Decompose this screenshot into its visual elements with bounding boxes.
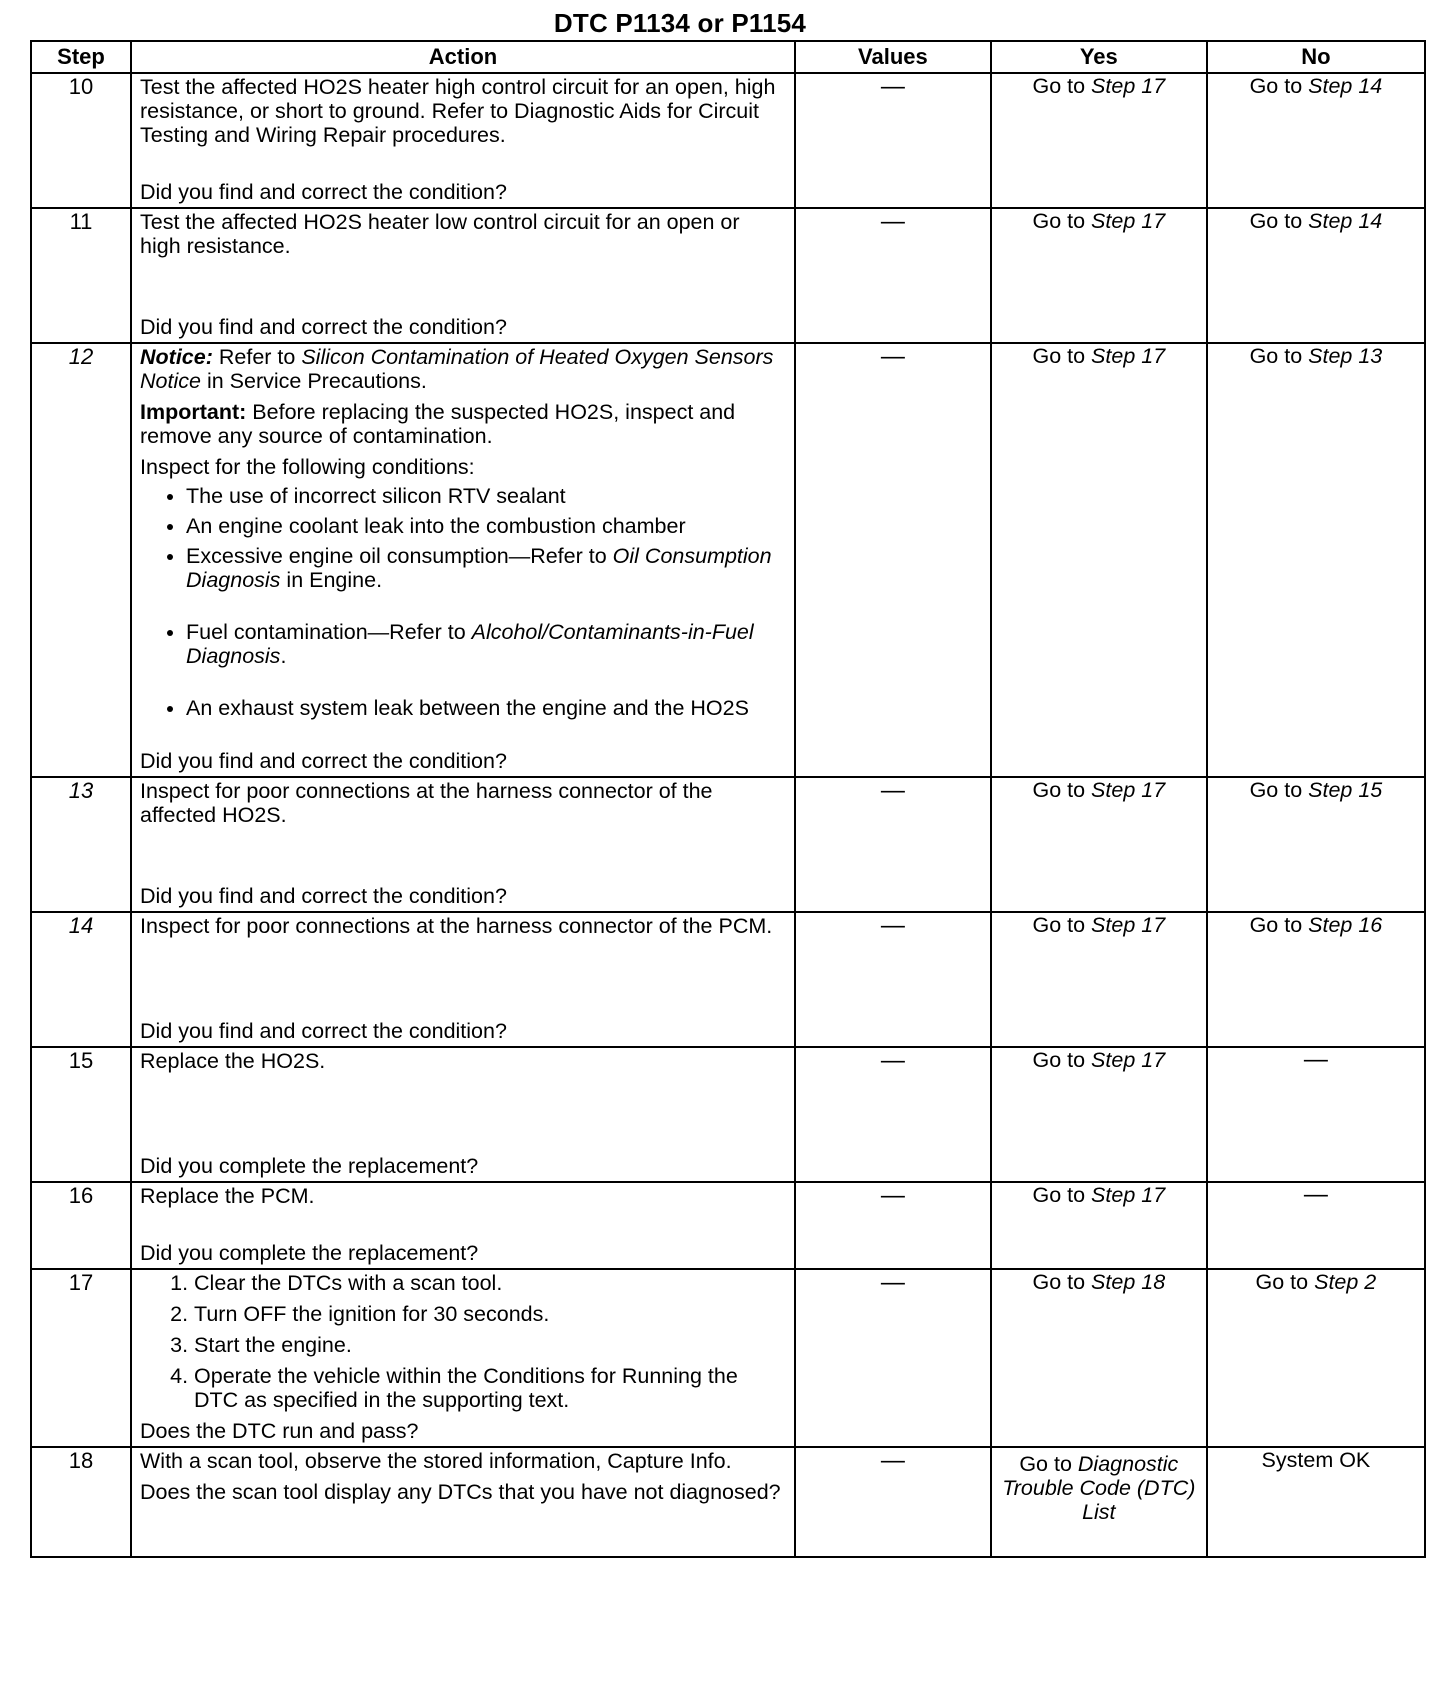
table-row	[31, 1047, 1425, 1182]
goto-label: Go to	[1249, 209, 1303, 233]
table-row	[31, 777, 1425, 912]
action-cell	[131, 912, 795, 1047]
yes-cell	[991, 343, 1207, 777]
list-item: • An exhaust system leak between the engine and the HO2S	[186, 696, 786, 720]
yes-cell	[991, 1182, 1207, 1269]
item-text: Excessive engine oil consumption—Refer to	[186, 544, 607, 568]
notice-label: Notice:	[140, 345, 213, 369]
goto-label: Go to	[1019, 1452, 1072, 1476]
item-reference: Oil Consumption Diagnosis	[186, 544, 772, 592]
action-text: Replace the PCM.	[140, 1184, 315, 1208]
goto-label: Go to	[1249, 74, 1303, 98]
inspect-text: Inspect for the following conditions:	[140, 455, 475, 479]
yes-reference-link: Diagnostic Trouble Code (DTC) List	[1002, 1452, 1196, 1524]
no-step-link: Step 16	[1308, 913, 1383, 937]
notice-post: in Service Precautions.	[206, 369, 427, 393]
action-text: Test the affected HO2S heater high control circuit for an open, high resistance, or short to ground. Refer to Diagnostic Aids for Circuit Testing and Wiring Repair procedures.	[140, 75, 776, 147]
important-text	[140, 400, 786, 448]
procedure-list	[140, 1271, 786, 1412]
yes-step-link: Step 17	[1091, 74, 1166, 98]
step-number: 18	[31, 1447, 131, 1557]
goto-label: Go to	[1032, 1270, 1086, 1294]
table-row	[31, 343, 1425, 777]
action-cell	[131, 1182, 795, 1269]
action-question: Did you find and correct the condition?	[140, 749, 507, 773]
goto-label: Go to	[1032, 778, 1086, 802]
goto-label: Go to	[1032, 1183, 1086, 1207]
goto-label: Go to	[1032, 1048, 1086, 1072]
list-item: • An engine coolant leak into the combustion chamber	[186, 514, 786, 538]
condition-list	[140, 484, 786, 720]
values-cell: —	[795, 1182, 991, 1269]
important-body: Before replacing the suspected HO2S, inspect and remove any source of contamination.	[140, 400, 736, 448]
yes-step-link: Step 17	[1091, 1183, 1166, 1207]
page-title: DTC P1134 or P1154	[553, 8, 807, 38]
action-text: Test the affected HO2S heater low control circuit for an open or high resistance.	[140, 210, 740, 258]
table-row	[31, 912, 1425, 1047]
yes-cell	[991, 1047, 1207, 1182]
no-step-link: Step 14	[1308, 209, 1383, 233]
action-question: Did you complete the replacement?	[140, 1154, 479, 1178]
header-yes: Yes	[991, 41, 1207, 73]
step-number: 11	[31, 208, 131, 343]
values-cell: —	[795, 1269, 991, 1447]
goto-label: Go to	[1255, 1270, 1309, 1294]
list-item: 1. Clear the DTCs with a scan tool.	[194, 1271, 786, 1295]
list-item	[186, 544, 786, 592]
step-number: 14	[31, 912, 131, 1047]
step-number: 13	[31, 777, 131, 912]
action-text: Inspect for poor connections at the harness connector of the PCM.	[140, 914, 773, 938]
action-question: Did you find and correct the condition?	[140, 180, 507, 204]
goto-label: Go to	[1249, 344, 1303, 368]
yes-step-link: Step 17	[1091, 209, 1166, 233]
action-cell	[131, 208, 795, 343]
no-cell: —	[1207, 1182, 1425, 1269]
header-no: No	[1207, 41, 1425, 73]
yes-cell	[991, 73, 1207, 208]
yes-cell	[991, 1447, 1207, 1557]
action-cell	[131, 1269, 795, 1447]
action-question: Did you find and correct the condition?	[140, 315, 507, 339]
table-row	[31, 1182, 1425, 1269]
no-step-link: Step 2	[1314, 1270, 1377, 1294]
goto-label: Go to	[1032, 209, 1086, 233]
action-cell	[131, 777, 795, 912]
step-number: 17	[31, 1269, 131, 1447]
goto-label: Go to	[1032, 344, 1086, 368]
action-question: Does the scan tool display any DTCs that you have not diagnosed?	[140, 1480, 781, 1504]
action-question: Did you complete the replacement?	[140, 1241, 479, 1265]
action-cell	[131, 1447, 795, 1557]
values-cell: —	[795, 208, 991, 343]
no-step-link: Step 14	[1308, 74, 1383, 98]
no-cell	[1207, 73, 1425, 208]
notice-text	[140, 345, 786, 393]
yes-step-link: Step 17	[1091, 913, 1166, 937]
no-cell	[1207, 1269, 1425, 1447]
item-post: in Engine.	[286, 568, 383, 592]
action-question: Did you find and correct the condition?	[140, 884, 507, 908]
action-cell	[131, 1047, 795, 1182]
yes-step-link: Step 17	[1091, 1048, 1166, 1072]
step-number: 10	[31, 73, 131, 208]
yes-step-link: Step 17	[1091, 344, 1166, 368]
no-cell	[1207, 912, 1425, 1047]
step-number: 12	[31, 343, 131, 777]
list-item: 4. Operate the vehicle within the Conditions for Running the DTC as specified in the supporting text.	[194, 1364, 786, 1412]
action-cell	[131, 73, 795, 208]
important-label: Important:	[140, 400, 247, 424]
values-cell: —	[795, 1447, 991, 1557]
values-cell: —	[795, 777, 991, 912]
yes-step-link: Step 17	[1091, 778, 1166, 802]
table-row	[31, 73, 1425, 208]
values-cell: —	[795, 912, 991, 1047]
yes-step-link: Step 18	[1091, 1270, 1166, 1294]
values-cell: —	[795, 73, 991, 208]
action-text: With a scan tool, observe the stored information, Capture Info.	[140, 1449, 732, 1473]
list-item	[186, 620, 786, 668]
item-reference: Alcohol/Contaminants-in-Fuel Diagnosis	[186, 620, 754, 668]
no-cell	[1207, 208, 1425, 343]
header-row	[31, 41, 1425, 73]
table-row	[31, 208, 1425, 343]
values-cell: —	[795, 1047, 991, 1182]
goto-label: Go to	[1249, 778, 1303, 802]
list-item: • The use of incorrect silicon RTV sealant	[186, 484, 786, 508]
values-cell: —	[795, 343, 991, 777]
list-item: 3. Start the engine.	[194, 1333, 786, 1357]
action-cell	[131, 343, 795, 777]
notice-reference: Silicon Contamination of Heated Oxygen Sensors Notice	[140, 345, 774, 393]
table-row	[31, 1269, 1425, 1447]
goto-label: Go to	[1032, 913, 1086, 937]
no-cell: —	[1207, 1047, 1425, 1182]
no-cell	[1207, 777, 1425, 912]
notice-pre: Refer to	[218, 345, 296, 369]
step-number: 15	[31, 1047, 131, 1182]
header-values: Values	[795, 41, 991, 73]
table-row	[31, 1447, 1425, 1557]
yes-cell	[991, 208, 1207, 343]
no-step-link: Step 13	[1308, 344, 1383, 368]
action-question: Does the DTC run and pass?	[140, 1419, 419, 1443]
item-text: Fuel contamination—Refer to	[186, 620, 466, 644]
no-cell	[1207, 343, 1425, 777]
yes-cell	[991, 1269, 1207, 1447]
action-question: Did you find and correct the condition?	[140, 1019, 507, 1043]
goto-label: Go to	[1249, 913, 1303, 937]
no-step-link: Step 15	[1308, 778, 1383, 802]
item-post: .	[280, 644, 287, 668]
header-action: Action	[131, 41, 795, 73]
yes-cell	[991, 912, 1207, 1047]
action-text: Replace the HO2S.	[140, 1049, 326, 1073]
action-text: Inspect for poor connections at the harness connector of the affected HO2S.	[140, 779, 713, 827]
goto-label: Go to	[1032, 74, 1086, 98]
yes-cell	[991, 777, 1207, 912]
dtc-table	[30, 40, 1426, 1558]
list-item: 2. Turn OFF the ignition for 30 seconds.	[194, 1302, 786, 1326]
header-step: Step	[31, 41, 131, 73]
no-cell: System OK	[1207, 1447, 1425, 1557]
step-number: 16	[31, 1182, 131, 1269]
